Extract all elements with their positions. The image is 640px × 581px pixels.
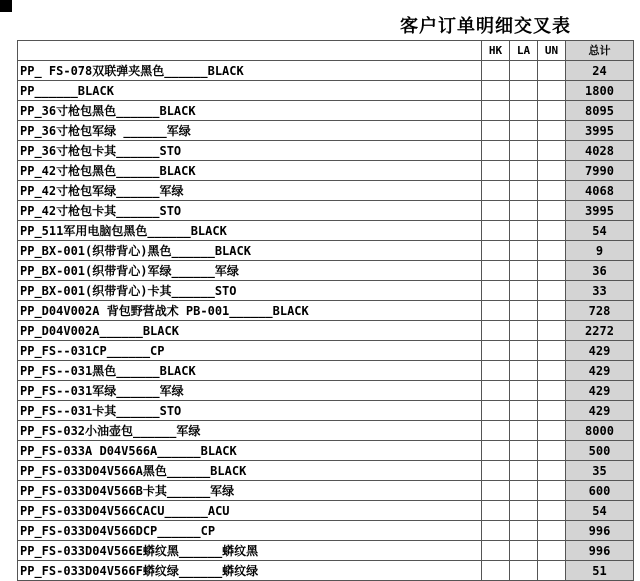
total-cell: 4028 xyxy=(566,141,634,161)
un-cell xyxy=(538,461,566,481)
un-cell xyxy=(538,421,566,441)
la-cell xyxy=(510,481,538,501)
table-row xyxy=(18,321,634,341)
un-cell xyxy=(538,181,566,201)
item-cell: PP_D04V002A______BLACK xyxy=(18,321,482,341)
hk-cell xyxy=(482,101,510,121)
hk-cell xyxy=(482,181,510,201)
total-cell: 1800 xyxy=(566,81,634,101)
item-cell: PP_36寸枪包卡其______STO xyxy=(18,141,482,161)
item-cell: PP_FS-033D04V566B卡其______军绿 xyxy=(18,481,482,501)
un-cell xyxy=(538,281,566,301)
un-cell xyxy=(538,121,566,141)
report-title: 客户订单明细交叉表 xyxy=(400,16,571,37)
header-row xyxy=(18,41,634,61)
hk-cell xyxy=(482,141,510,161)
table-row xyxy=(18,421,634,441)
la-cell xyxy=(510,101,538,121)
la-cell xyxy=(510,281,538,301)
la-cell xyxy=(510,561,538,581)
hk-cell xyxy=(482,81,510,101)
la-cell xyxy=(510,381,538,401)
table-row xyxy=(18,161,634,181)
la-cell xyxy=(510,301,538,321)
crosstab-table xyxy=(17,40,634,581)
hk-cell xyxy=(482,481,510,501)
item-cell: PP_BX-001(织带背心)卡其______STO xyxy=(18,281,482,301)
table-body xyxy=(18,61,634,581)
la-cell xyxy=(510,441,538,461)
hk-cell xyxy=(482,561,510,581)
hk-cell xyxy=(482,321,510,341)
table-row xyxy=(18,401,634,421)
un-cell xyxy=(538,221,566,241)
total-cell: 429 xyxy=(566,361,634,381)
header-la: LA xyxy=(510,41,538,61)
la-cell xyxy=(510,161,538,181)
la-cell xyxy=(510,341,538,361)
hk-cell xyxy=(482,61,510,81)
header-un: UN xyxy=(538,41,566,61)
la-cell xyxy=(510,421,538,441)
item-cell: PP_FS-033D04V566A黑色______BLACK xyxy=(18,461,482,481)
table-row xyxy=(18,541,634,561)
total-cell: 24 xyxy=(566,61,634,81)
hk-cell xyxy=(482,441,510,461)
la-cell xyxy=(510,241,538,261)
hk-cell xyxy=(482,541,510,561)
table-row xyxy=(18,81,634,101)
table-row xyxy=(18,61,634,81)
table-row xyxy=(18,561,634,581)
table-row xyxy=(18,361,634,381)
hk-cell xyxy=(482,201,510,221)
total-cell: 4068 xyxy=(566,181,634,201)
hk-cell xyxy=(482,281,510,301)
item-cell: PP_511军用电脑包黑色______BLACK xyxy=(18,221,482,241)
un-cell xyxy=(538,341,566,361)
un-cell xyxy=(538,161,566,181)
header-item xyxy=(18,41,482,61)
la-cell xyxy=(510,401,538,421)
total-cell: 54 xyxy=(566,221,634,241)
corner-marker xyxy=(0,0,12,12)
item-cell: PP_FS--031CP______CP xyxy=(18,341,482,361)
un-cell xyxy=(538,261,566,281)
hk-cell xyxy=(482,401,510,421)
un-cell xyxy=(538,501,566,521)
table-row xyxy=(18,501,634,521)
un-cell xyxy=(538,481,566,501)
total-cell: 728 xyxy=(566,301,634,321)
hk-cell xyxy=(482,381,510,401)
total-cell: 500 xyxy=(566,441,634,461)
item-cell: PP_FS--031卡其______STO xyxy=(18,401,482,421)
hk-cell xyxy=(482,261,510,281)
un-cell xyxy=(538,141,566,161)
total-cell: 429 xyxy=(566,401,634,421)
un-cell xyxy=(538,81,566,101)
header-total: 总计 xyxy=(566,41,634,61)
la-cell xyxy=(510,181,538,201)
la-cell xyxy=(510,321,538,341)
la-cell xyxy=(510,81,538,101)
un-cell xyxy=(538,441,566,461)
hk-cell xyxy=(482,241,510,261)
la-cell xyxy=(510,61,538,81)
un-cell xyxy=(538,101,566,121)
table-row xyxy=(18,221,634,241)
item-cell: PP_BX-001(织带背心)军绿______军绿 xyxy=(18,261,482,281)
table-row xyxy=(18,341,634,361)
table-row xyxy=(18,381,634,401)
total-cell: 429 xyxy=(566,381,634,401)
hk-cell xyxy=(482,161,510,181)
table-row xyxy=(18,261,634,281)
total-cell: 600 xyxy=(566,481,634,501)
item-cell: PP_36寸枪包黑色______BLACK xyxy=(18,101,482,121)
table-row xyxy=(18,101,634,121)
item-cell: PP_FS--031黑色______BLACK xyxy=(18,361,482,381)
item-cell: PP_FS-033D04V566E蟒纹黑______蟒纹黑 xyxy=(18,541,482,561)
total-cell: 33 xyxy=(566,281,634,301)
un-cell xyxy=(538,361,566,381)
total-cell: 2272 xyxy=(566,321,634,341)
hk-cell xyxy=(482,221,510,241)
la-cell xyxy=(510,221,538,241)
un-cell xyxy=(538,301,566,321)
total-cell: 9 xyxy=(566,241,634,261)
la-cell xyxy=(510,261,538,281)
total-cell: 54 xyxy=(566,501,634,521)
item-cell: PP_36寸枪包军绿 ______军绿 xyxy=(18,121,482,141)
table-row xyxy=(18,141,634,161)
la-cell xyxy=(510,521,538,541)
item-cell: PP_42寸枪包卡其______STO xyxy=(18,201,482,221)
item-cell: PP_FS-033D04V566CACU______ACU xyxy=(18,501,482,521)
total-cell: 7990 xyxy=(566,161,634,181)
table-row xyxy=(18,521,634,541)
item-cell: PP_42寸枪包军绿______军绿 xyxy=(18,181,482,201)
total-cell: 996 xyxy=(566,541,634,561)
table-row xyxy=(18,441,634,461)
la-cell xyxy=(510,541,538,561)
un-cell xyxy=(538,201,566,221)
total-cell: 429 xyxy=(566,341,634,361)
item-cell: PP_FS--031军绿______军绿 xyxy=(18,381,482,401)
hk-cell xyxy=(482,501,510,521)
table-row xyxy=(18,301,634,321)
item-cell: PP_FS-033D04V566DCP______CP xyxy=(18,521,482,541)
un-cell xyxy=(538,241,566,261)
table-row xyxy=(18,281,634,301)
total-cell: 996 xyxy=(566,521,634,541)
table-row xyxy=(18,461,634,481)
un-cell xyxy=(538,521,566,541)
hk-cell xyxy=(482,361,510,381)
total-cell: 51 xyxy=(566,561,634,581)
item-cell: PP_D04V002A 背包野营战术 PB-001______BLACK xyxy=(18,301,482,321)
la-cell xyxy=(510,501,538,521)
item-cell: PP_BX-001(织带背心)黑色______BLACK xyxy=(18,241,482,261)
header-hk: HK xyxy=(482,41,510,61)
total-cell: 8095 xyxy=(566,101,634,121)
total-cell: 36 xyxy=(566,261,634,281)
hk-cell xyxy=(482,521,510,541)
un-cell xyxy=(538,561,566,581)
la-cell xyxy=(510,361,538,381)
hk-cell xyxy=(482,461,510,481)
total-cell: 8000 xyxy=(566,421,634,441)
un-cell xyxy=(538,401,566,421)
la-cell xyxy=(510,461,538,481)
table-row xyxy=(18,481,634,501)
total-cell: 3995 xyxy=(566,121,634,141)
table-row xyxy=(18,201,634,221)
hk-cell xyxy=(482,301,510,321)
table-row xyxy=(18,121,634,141)
la-cell xyxy=(510,201,538,221)
table-row xyxy=(18,181,634,201)
item-cell: PP_FS-033A D04V566A______BLACK xyxy=(18,441,482,461)
total-cell: 35 xyxy=(566,461,634,481)
un-cell xyxy=(538,541,566,561)
item-cell: PP______BLACK xyxy=(18,81,482,101)
la-cell xyxy=(510,121,538,141)
table-row xyxy=(18,241,634,261)
hk-cell xyxy=(482,421,510,441)
hk-cell xyxy=(482,121,510,141)
un-cell xyxy=(538,321,566,341)
hk-cell xyxy=(482,341,510,361)
total-cell: 3995 xyxy=(566,201,634,221)
item-cell: PP_42寸枪包黑色______BLACK xyxy=(18,161,482,181)
item-cell: PP_FS-032小油壶包______军绿 xyxy=(18,421,482,441)
un-cell xyxy=(538,381,566,401)
item-cell: PP_FS-033D04V566F蟒纹绿______蟒纹绿 xyxy=(18,561,482,581)
un-cell xyxy=(538,61,566,81)
item-cell: PP_ FS-078双联弹夹黑色______BLACK xyxy=(18,61,482,81)
la-cell xyxy=(510,141,538,161)
